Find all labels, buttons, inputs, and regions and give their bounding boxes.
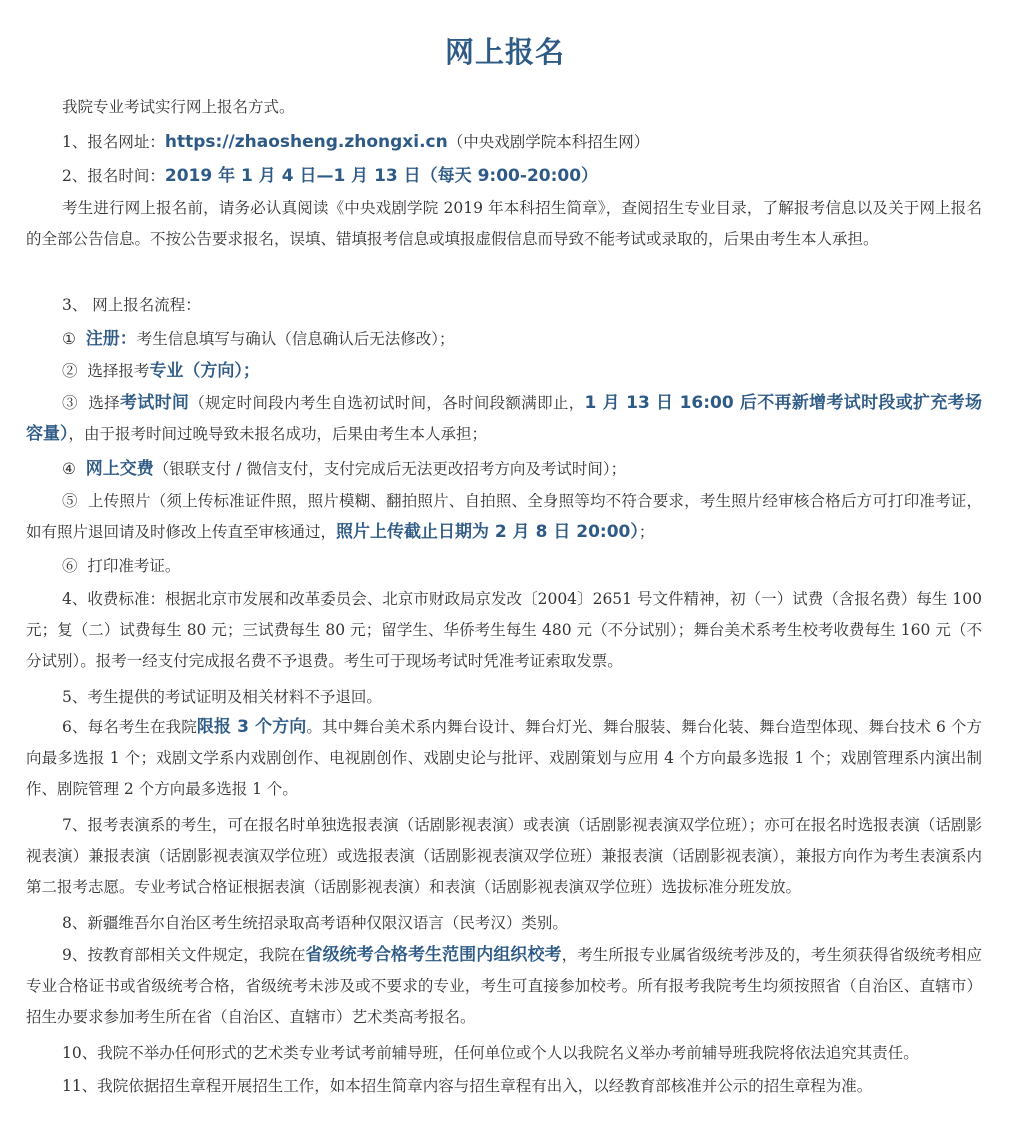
item-xinjiang: 8、新疆维吾尔自治区考生统招录取高考语种仅限汉语言（民考汉）类别。 (62, 914, 568, 932)
process-step-3 (26, 388, 982, 450)
item-highlight: 限报 3 个方向 (196, 717, 307, 737)
step-highlight: 照片上传截止日期为 2 月 8 日 20:00） (336, 522, 639, 542)
item-suffix: （中央戏剧学院本科招生网） (447, 133, 650, 151)
step-number: ④ (62, 460, 76, 478)
step-number: ⑤ (62, 492, 78, 510)
item-charter: 11、我院依据招生章程开展招生工作，如本招生简章内容与招生章程有出入，以经教育部核准并公示的招生章程为准。 (62, 1077, 873, 1095)
item-text: ，考生所报专业属省级统考涉及的，考生须获得省级统考相应专业合格证书或省级统考合格，省级统考未涉及或不要求的专业，考生可直接参加校考。所有报考我院考生均须按照省（自治区、直辖市）招生办要求参加考生所在省（自治区、直辖市）艺术类高考报名。 (26, 946, 982, 1026)
step-highlight: 1 月 13 日 16:00 后不再新增考试时段或扩充考场容量） (26, 393, 982, 444)
item-registration-url (26, 127, 982, 158)
intro-paragraph: 我院专业考试实行网上报名方式。 (62, 98, 295, 116)
step-text: 选择报考 (87, 362, 150, 380)
step-text: ，由于报考时间过晚导致未报名成功，后果由考生本人承担； (68, 425, 488, 443)
process-step-4 (26, 454, 982, 485)
item-prefix: 1、报名网址： (62, 133, 165, 151)
process-step-5 (26, 486, 982, 548)
step-text: 选择 (88, 394, 120, 412)
item-registration-time (26, 161, 982, 192)
item-provincial-exam (26, 940, 982, 1033)
registration-time-value: 2019 年 1 月 4 日—1 月 13 日（每天 9:00-20:00） (164, 166, 599, 186)
step-text: 考生信息填写与确认（信息确认后无法修改）； (136, 330, 455, 348)
step-text: （规定时间段内考生自选初试时间，各时间段额满即止， (189, 394, 585, 412)
process-heading: 3、 网上报名流程： (62, 296, 201, 314)
step-text: 打印准考证。 (87, 557, 181, 575)
step-number: ① (62, 330, 76, 348)
process-step-2 (26, 356, 982, 387)
item-materials: 5、考生提供的考试证明及相关材料不予退回。 (62, 688, 382, 706)
item-text: 。其中舞台美术系内舞台设计、舞台灯光、舞台服装、舞台化装、舞台造型体现、舞台技术 6 个方向最多选报 1 个；戏剧文学系内戏剧创作、电视剧创作、戏剧史论与批评、戏剧策划与应用 4 个方向最多选报 1 个；戏剧管理系内演出制作、剧院管理 2 个方向最多选报 1 个。 (26, 718, 982, 798)
item-direction-limit (26, 712, 982, 805)
page-title: 网上报名 (444, 35, 565, 69)
notice-paragraph: 考生进行网上报名前，请务必认真阅读《中央戏剧学院 2019 年本科招生简章》，查阅招生专业目录，了解报考信息以及关于网上报名的全部公告信息。不按公告要求报名，误填、错填报考信息或填报虚假信息而导致不能考试或录取的，后果由考生本人承担。 (26, 199, 982, 248)
registration-url-link[interactable]: https://zhaosheng.zhongxi.cn (164, 132, 448, 152)
item-no-tutoring: 10、我院不举办任何形式的艺术类专业考试考前辅导班，任何单位或个人以我院名义举办考前辅导班我院将依法追究其责任。 (62, 1044, 919, 1062)
step-highlight: 网上交费 (85, 459, 154, 479)
step-text: 上传照片（须上传标准证件照，照片模糊、翻拍照片、自拍照、全身照等均不符合要求，考生照片经审核合格后方可打印准考证，如有照片退回请及时修改上传直至审核通过， (26, 492, 982, 541)
step-highlight: 考试时间 (119, 393, 190, 413)
item-text: 9、按教育部相关文件规定，我院在 (62, 946, 306, 964)
step-text: ； (638, 523, 655, 541)
process-step-1 (26, 324, 982, 355)
item-prefix: 2、报名时间： (62, 167, 165, 185)
step-highlight: 注册： (85, 329, 137, 349)
step-highlight: 专业（方向）； (149, 361, 260, 381)
step-number: ② (62, 362, 78, 380)
item-highlight: 省级统考合格考生范围内组织校考 (305, 945, 562, 965)
step-text: （银联支付 / 微信支付，支付完成后无法更改招考方向及考试时间）； (153, 460, 627, 478)
step-number: ③ (62, 394, 78, 412)
process-step-6 (26, 551, 982, 582)
item-text: 6、每名考生在我院 (62, 718, 197, 736)
item-acting-department: 7、报考表演系的考生，可在报名时单独选报表演（话剧影视表演）或表演（话剧影视表演双学位班）；亦可在报名时选报表演（话剧影视表演）兼报表演（话剧影视表演双学位班）或选报表演（话剧影视表演双学位班）兼报表演（话剧影视表演），兼报方向作为考生表演系内第二报考志愿。专业考试合格证根据表演（话剧影视表演）和表演（话剧影视表演双学位班）选拔标准分班发放。 (26, 816, 982, 896)
step-number: ⑥ (62, 557, 78, 575)
item-fee-standard: 4、收费标准：根据北京市发展和改革委员会、北京市财政局京发改〔2004〕2651 号文件精神，初（一）试费（含报名费）每生 100 元；复（二）试费每生 80 元；三试费每生 80 元；留学生、华侨考生每生 480 元（不分试别）；舞台美术系考生校考收费每生 160 元（不分试别）。报考一经支付完成报名费不予退费。考生可于现场考试时凭准考证索取发票。 (26, 590, 982, 670)
